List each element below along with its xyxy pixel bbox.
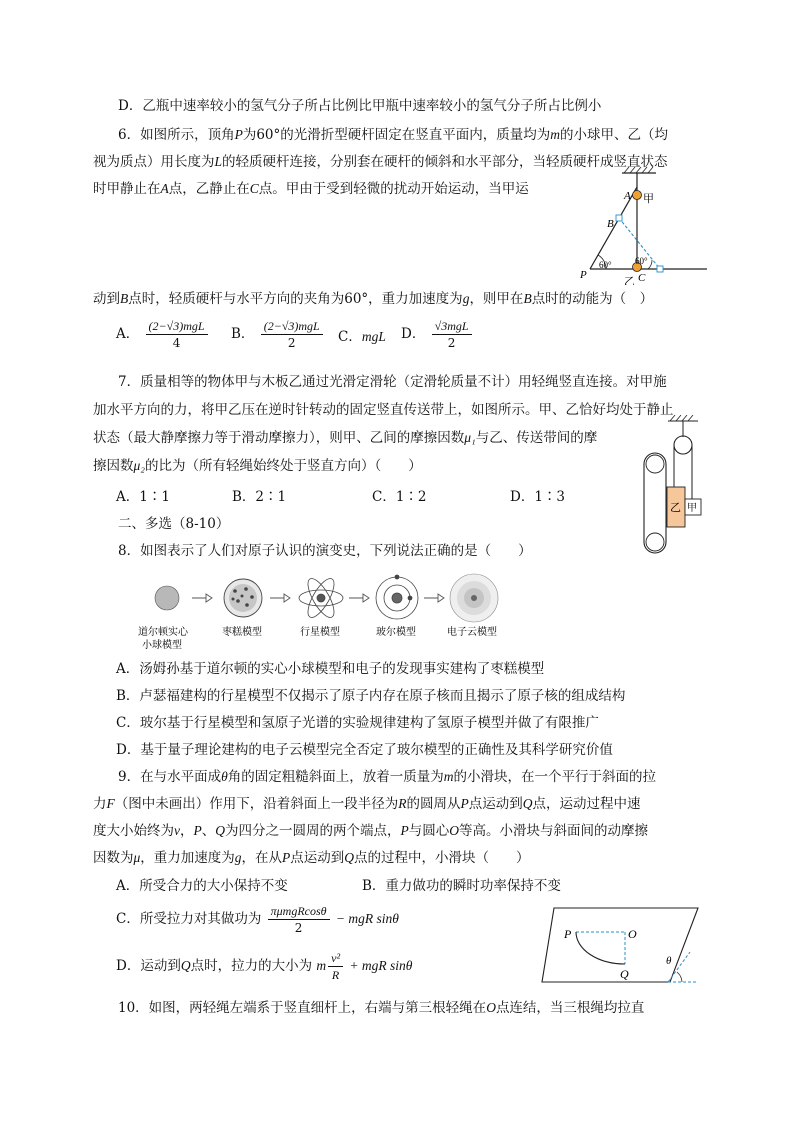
ceiling-hatch (670, 415, 693, 421)
q7-option-c: C．1∶2 (372, 489, 427, 505)
q6-figure (572, 165, 712, 285)
q9-option-c: C．所受拉力对其做功为 $\frac{\text{πμmgRcosθ}}{2}$ − mgR sinθ (116, 904, 399, 935)
label-b: B (607, 218, 614, 230)
label-p: P (580, 269, 587, 281)
label-theta: θ (666, 955, 672, 967)
label-c: C (638, 272, 646, 284)
q8-option-d: D．基于量子理论建构的电子云模型完全否定了玻尔模型的正确性及其科学研究价值 (116, 742, 613, 758)
q7-stem-line1: 7．质量相等的物体甲与木板乙通过光滑定滑轮（定滑轮质量不计）用轻绳竖直连接。对甲施 (118, 374, 667, 390)
label-q: Q (620, 967, 629, 981)
q6-stem-line2: 视为质点）用长度为L的轻质硬杆连接，分别套在硬杆的倾斜和水平部分，当轻质硬杆成竖直状态 (93, 154, 668, 170)
q9-option-b: B．重力做功的瞬时功率保持不变 (362, 878, 561, 894)
q8-option-b: B．卢瑟福建构的行星模型不仅揭示了原子内存在原子核而且揭示了原子核的组成结构 (116, 688, 626, 704)
arc-pq (576, 932, 625, 964)
q9-option-d: D．运动到Q点时，拉力的大小为 m $\frac{\text{v²}}{R}$ + mgR sinθ (116, 951, 413, 982)
q6-option-d: D． $\frac{\text{√3mgL}}{2}$ (401, 319, 474, 350)
planetary-model (299, 575, 343, 621)
label-cloud: 电子云模型 (447, 627, 497, 638)
arrow-1 (192, 594, 212, 602)
q9-stem-line4: 因数为μ，重力加速度为g，在从P点运动到Q点的过程中，小滑块（ ） (93, 850, 530, 866)
label-plum: 枣糕模型 (222, 627, 262, 638)
q10-stem: 10．如图，两轻绳左端系于竖直细杆上，右端与第三根轻绳在O点连结，当三根绳均拉直 (118, 1000, 645, 1016)
q5-option-d: D．乙瓶中速率较小的氢气分子所占比例比甲瓶中速率较小的氢气分子所占比例小 (118, 98, 602, 114)
q7-stem-line2: 加水平方向的力，将甲乙压在逆时针转动的固定竖直传送带上，如图所示。甲、乙恰好均处于静止 (93, 402, 674, 418)
q7-stem-line3: 状态（最大静摩擦力等于滑动摩擦力），则甲、乙间的摩擦因数μ₁与乙、传送带间的摩 (93, 430, 598, 446)
label-jia: 甲 (687, 503, 697, 514)
label-jia: 甲 (643, 193, 654, 205)
plum-pudding-model (224, 579, 262, 617)
q6-option-b: B． $\frac{\text{(2−√3)mgL}}{2}$ (231, 319, 325, 350)
label-p: P (564, 927, 572, 941)
label-bohr: 玻尔模型 (376, 627, 416, 638)
electron-cloud-model (450, 574, 498, 622)
q7-stem-line4: 擦因数μ₂的比为（所有轻绳始终处于竖直方向）（ ） (93, 458, 422, 474)
label-a: A (624, 190, 631, 202)
ball-jia (633, 191, 642, 200)
q6-option-c: C．mgL (338, 329, 386, 345)
belt-wheel-bottom (646, 533, 664, 551)
label-angle-p: 60° (599, 260, 612, 270)
q9-stem-line3: 度大小始终为v，P、Q为四分之一圆周的两个端点，P与圆心O等高。小滑块与斜面间的动摩擦 (93, 823, 648, 839)
q9-option-a: A．所受合力的大小保持不变 (116, 878, 288, 894)
ball-b-marker (616, 215, 622, 221)
q7-figure (640, 415, 720, 560)
pulley (674, 436, 692, 454)
angle-arc-c (648, 260, 652, 269)
label-yi: 乙 (624, 276, 635, 285)
q7-option-b: B．2∶1 (232, 489, 287, 505)
label-o: O (628, 927, 637, 941)
belt-wheel-top (646, 455, 664, 473)
q6-option-a: A． $\frac{\text{(2−√3)mgL}}{4}$ (116, 319, 210, 350)
arrow-3 (349, 594, 369, 602)
section-multi-choice: 二、多选（8-10） (118, 516, 230, 532)
q9-stem-line2: 力F（图中未画出）作用下，沿着斜面上一段半径为R的圆周从P点运动到Q点，运动过程中速 (93, 796, 641, 812)
q7-option-a: A．1∶1 (116, 489, 170, 505)
q8-option-c: C．玻尔基于行星模型和氢原子光谱的实验规律建构了氢原子模型并做了有限推广 (116, 715, 599, 731)
q6-stem-line3: 时甲静止在A点，乙静止在C点。甲由于受到轻微的扰动开始运动，当甲运 (93, 181, 529, 197)
ball-c-marker (657, 266, 663, 272)
theta-arc (677, 972, 682, 982)
q8-figure (134, 568, 514, 650)
arrow-4 (424, 594, 444, 602)
arrow-2 (270, 594, 290, 602)
label-dalton-2: 小球模型 (142, 640, 182, 650)
q7-option-d: D．1∶3 (510, 489, 566, 505)
ceiling-hatch (624, 167, 653, 173)
label-dalton: 道尔顿实心 (138, 627, 188, 638)
q6-stem-line1: 6．如图所示，顶角P为60°的光滑折型硬杆固定在竖直平面内，质量均为m的小球甲、乙（均 (118, 127, 669, 143)
dalton-model (155, 586, 179, 610)
q9-figure (540, 902, 700, 986)
label-yi: 乙 (670, 502, 681, 514)
q8-option-a: A．汤姆孙基于道尔顿的实心小球模型和电子的发现事实建构了枣糕模型 (116, 661, 545, 677)
q9-stem-line1: 9．在与水平面成θ角的固定粗糙斜面上，放着一质量为m的小滑块，在一个平行于斜面的拉 (118, 769, 656, 785)
bohr-model (376, 575, 418, 619)
q6-stem-line4: 动到B点时，轻质硬杆与水平方向的夹角为60°，重力加速度为g，则甲在B点时的动能为（ ） (93, 291, 654, 307)
q8-stem: 8．如图表示了人们对原子认识的演变史，下列说法正确的是（ ） (118, 543, 532, 559)
label-angle-c: 60° (635, 256, 648, 266)
label-planetary: 行星模型 (300, 627, 340, 638)
